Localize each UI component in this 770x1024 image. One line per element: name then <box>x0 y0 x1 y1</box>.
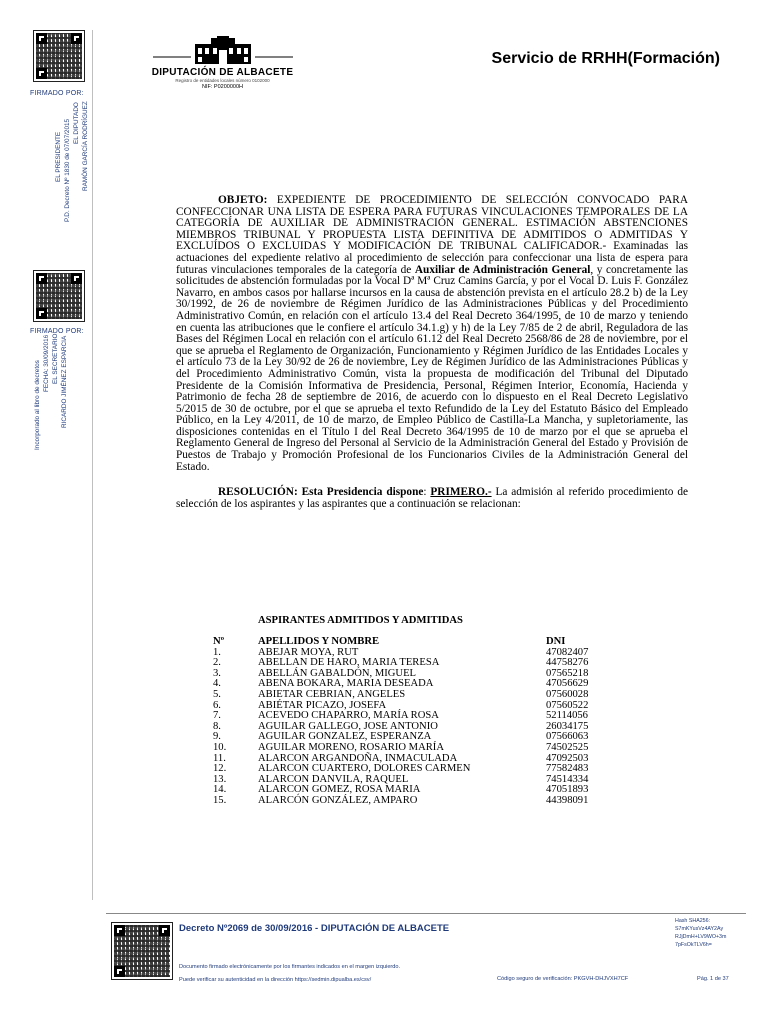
aspirants-table <box>213 637 626 807</box>
header-dni: DNI <box>546 636 566 647</box>
row-dni: 44758276 <box>546 657 589 669</box>
resolucion-colon: : <box>423 486 431 499</box>
signature-qr-code-2 <box>33 270 85 322</box>
building-emblem-icon <box>153 36 293 66</box>
sig1-line: EL PRESIDENTE <box>55 131 62 182</box>
resolucion-text: La admisión al referido procedimiento de selección de los aspirantes y las aspirantes que a continuación se relacionan: <box>176 486 688 510</box>
signature-block-1 <box>54 101 90 222</box>
signature-block-2 <box>33 334 69 450</box>
row-dni: 74502525 <box>546 741 589 753</box>
row-dni: 26034175 <box>546 720 589 732</box>
row-name: ABELLAN DE HARO, MARIA TERESA <box>258 657 440 669</box>
verification-url-note[interactable]: Puede verificar su autenticidad en la dirección https://sedmin.dipualba.es/csv/ <box>179 977 372 983</box>
row-name: ABIETAR CEBRIAN, ANGELES <box>258 688 406 700</box>
row-number: 5. <box>213 688 221 700</box>
table-row <box>213 796 626 807</box>
row-dni: 07565218 <box>546 667 589 679</box>
organization-logo <box>150 36 295 90</box>
row-name: ABEJAR MOYA, RUT <box>258 646 359 658</box>
sig1-line: P.D. Decreto Nº 1830 de 07/07/2015 <box>64 118 71 222</box>
row-name: ALARCÓN GONZÁLEZ, AMPARO <box>258 794 418 806</box>
row-name: AGUILAR GONZALEZ, ESPERANZA <box>258 731 432 743</box>
row-dni: 07560028 <box>546 688 589 700</box>
objeto-paragraph <box>176 195 688 473</box>
row-number: 14. <box>213 784 227 796</box>
hash-block <box>675 917 747 949</box>
resolucion-label: RESOLUCIÓN: Esta Presidencia dispone <box>218 486 424 499</box>
row-dni: 77582483 <box>546 763 589 775</box>
resolucion-paragraph <box>176 487 688 510</box>
hash-line: RJjDmH+LV9WO+3m <box>675 934 727 940</box>
row-number: 12. <box>213 763 227 775</box>
row-dni: 47051893 <box>546 784 589 796</box>
row-dni: 74514334 <box>546 773 589 785</box>
row-number: 1. <box>213 646 221 658</box>
verification-code: Código seguro de verificación: PKGVH-DHJVXH7CF <box>497 976 629 982</box>
objeto-bold: Auxiliar de Administración General <box>414 263 591 276</box>
row-dni: 44398091 <box>546 794 589 806</box>
row-name: ALARCON GOMEZ, ROSA MARIA <box>258 784 421 796</box>
organization-name: DIPUTACIÓN DE ALBACETE <box>151 67 294 78</box>
sig2-line: EL SECRETARIO <box>52 333 59 384</box>
sig2-line: FECHA: 30/09/2016 <box>43 334 50 392</box>
row-dni: 52114056 <box>546 710 588 722</box>
row-name: ACEVEDO CHAPARRO, MARÍA ROSA <box>258 710 439 722</box>
header-number: Nº <box>213 636 225 647</box>
row-dni: 07560522 <box>546 699 589 711</box>
margin-separator <box>92 30 93 900</box>
hash-line: S7mKYusVz4AY2Ay <box>675 926 724 932</box>
sig2-line: RICARDO JIMÉNEZ ESPARCIA <box>61 335 68 428</box>
signed-by-label-1: FIRMADO POR: <box>30 90 84 97</box>
document-body <box>176 195 688 510</box>
row-dni: 47082407 <box>546 646 589 658</box>
objeto-text-2: , y concretamente las solicitudes de abstención formuladas por la Vocal Dª Mª Cruz Camins García, y por el Vocal D. Luis F. González Navarro, en ambos casos por hallarse incursos en la causa de abstención prevista en el artículo 28.2 b) de la Ley 30/1992, de 26 de noviembre de Régimen Jurídico de las Administraciones Públicas y del Procedimiento Administrativo Común, en relación con el artículo 13.4 del Real Decreto 364/1995, de 10 de marzo y teniendo en cuenta las atribuciones que le confiere el artículo 34.1.g) y h) de la Ley 7/85 de 2 de abril, Reguladora de las Bases del Régimen Local en relación con el artículo 61.12 del Real Decreto 2568/86 de 28 de noviembre, por el que se aprueba el Reglamento de Organización, Funcionamiento y Régimen Jurídico de las Entidades Locales y el artículo 73 de la Ley 30/92 de 26 de noviembre, Ley de Régimen Jurídico de las Administraciones Públicas y del Procedimiento Administrativo Común, vista la propuesta de modificación del Tribunal del Diputado Presidente de la Comisión Informativa de Presidencia, Personal, Régimen Interior, Economía, Hacienda y Patrimonio de fecha 28 de septiembre de 2016, de acuerdo con lo dispuesto en el Real Decreto Legislativo 5/2015 de 30 de octubre, por el que se aprueba el texto Refundido de la Ley del Estatuto Básico del Empleado Público, en la Ley 4/2011, de 10 de marzo, de Empleo Público de Castilla-La Mancha, y supletoriamente, las disposiciones contenidas en el Título I del Real Decreto 364/1995 de 10 de marzo por el que se aprueba el Reglamento General de Ingreso del Personal al Servicio de la Administración General del Estado y Provisión de Puestos de Trabajo y Promoción Profesional de los Funcionarios Civiles de la Administración General del Estado. <box>176 263 688 473</box>
row-name: AGUILAR MORENO, ROSARIO MARÍA <box>258 741 444 753</box>
hash-line: 7pFsOkTLV6h= <box>675 942 712 948</box>
footer <box>106 913 746 1017</box>
signed-by-label-2: FIRMADO POR: <box>30 328 84 335</box>
row-dni: 47092503 <box>546 752 589 764</box>
list-title: ASPIRANTES ADMITIDOS Y ADMITIDAS <box>258 615 463 626</box>
row-dni: 47056629 <box>546 678 589 690</box>
organization-registry: Registro de entidades locales número 0102000 <box>175 78 270 83</box>
decree-reference: Decreto Nº2069 de 30/09/2016 - DIPUTACIÓN DE ALBACETE <box>179 923 450 934</box>
primero-label: PRIMERO.- <box>430 486 492 499</box>
row-number: 11. <box>213 752 226 764</box>
signature-qr-code-1 <box>33 30 85 82</box>
row-number: 9. <box>213 731 221 743</box>
aspirants-rows <box>213 648 626 807</box>
sig2-line: Incorporado al libro de decretos <box>34 360 41 450</box>
signature-note: Documento firmado electrónicamente por los firmantes indicados en el margen izquierdo. <box>179 964 401 970</box>
objeto-caps: EXPEDIENTE DE PROCEDIMIENTO DE SELECCIÓN CONVOCADO PARA CONFECCIONAR UNA LISTA DE ESPERA PARA FUTURAS VINCULACIONES TEMPORALES DE LA CATEGORÍA DE AUXILIAR DE ADMINISTRACIÓN GENERAL. ESTIMACIÓN ABSTENCIONES MIEMBROS TRIBUNAL Y PROPUESTA LISTA DEFINITIVA DE ADMITIDOS O ADMITIDAS Y EXCLUÍDOS O EXCLUIDAS Y MODIFICACIÓN DE TRIBUNAL CALIFICADOR. <box>176 194 688 253</box>
row-name: ALARCON CUARTERO, DOLORES CARMEN <box>258 763 471 775</box>
row-name: AGUILAR GALLEGO, JOSE ANTONIO <box>258 720 438 732</box>
header-name: APELLIDOS Y NOMBRE <box>258 636 380 647</box>
row-number: 3. <box>213 667 221 679</box>
row-number: 2. <box>213 657 221 669</box>
row-name: ABENA BOKARA, MARIA DESEADA <box>258 678 434 690</box>
table-row <box>213 743 626 754</box>
row-number: 4. <box>213 678 221 690</box>
objeto-text-1: - Examinadas las actuaciones del expediente relativo al procedimiento de selección para confeccionar una lista de espera para futuras vinculaciones temporales de la categoría de <box>176 240 688 276</box>
table-row <box>213 690 626 701</box>
row-number: 8. <box>213 720 221 732</box>
row-number: 6. <box>213 699 221 711</box>
hash-line: Hash SHA256: <box>675 918 711 924</box>
row-number: 13. <box>213 773 227 785</box>
row-name: ALARCON ARGANDOÑA, INMACULADA <box>258 752 458 764</box>
row-name: ABELLÁN GABALDÓN, MIGUEL <box>258 667 417 679</box>
sig1-line: EL DIPUTADO <box>73 102 80 144</box>
footer-qr-code <box>111 922 173 980</box>
table-header-row <box>213 637 626 648</box>
service-title: Servicio de RRHH(Formación) <box>491 50 720 67</box>
row-number: 15. <box>213 794 227 806</box>
row-name: ALARCON DANVILA, RAQUEL <box>258 773 409 785</box>
page-number: Pág. 1 de 37 <box>697 976 729 982</box>
row-number: 7. <box>213 710 221 722</box>
sig1-line: RAMÓN GARCÍA RODRÍGUEZ <box>82 101 89 191</box>
row-dni: 07566063 <box>546 731 589 743</box>
row-number: 10. <box>213 741 227 753</box>
organization-nif: NIF: P0200000H <box>202 84 243 90</box>
objeto-label: OBJETO: <box>218 194 268 206</box>
row-name: ABIÉTAR PICAZO, JOSEFA <box>258 699 387 711</box>
